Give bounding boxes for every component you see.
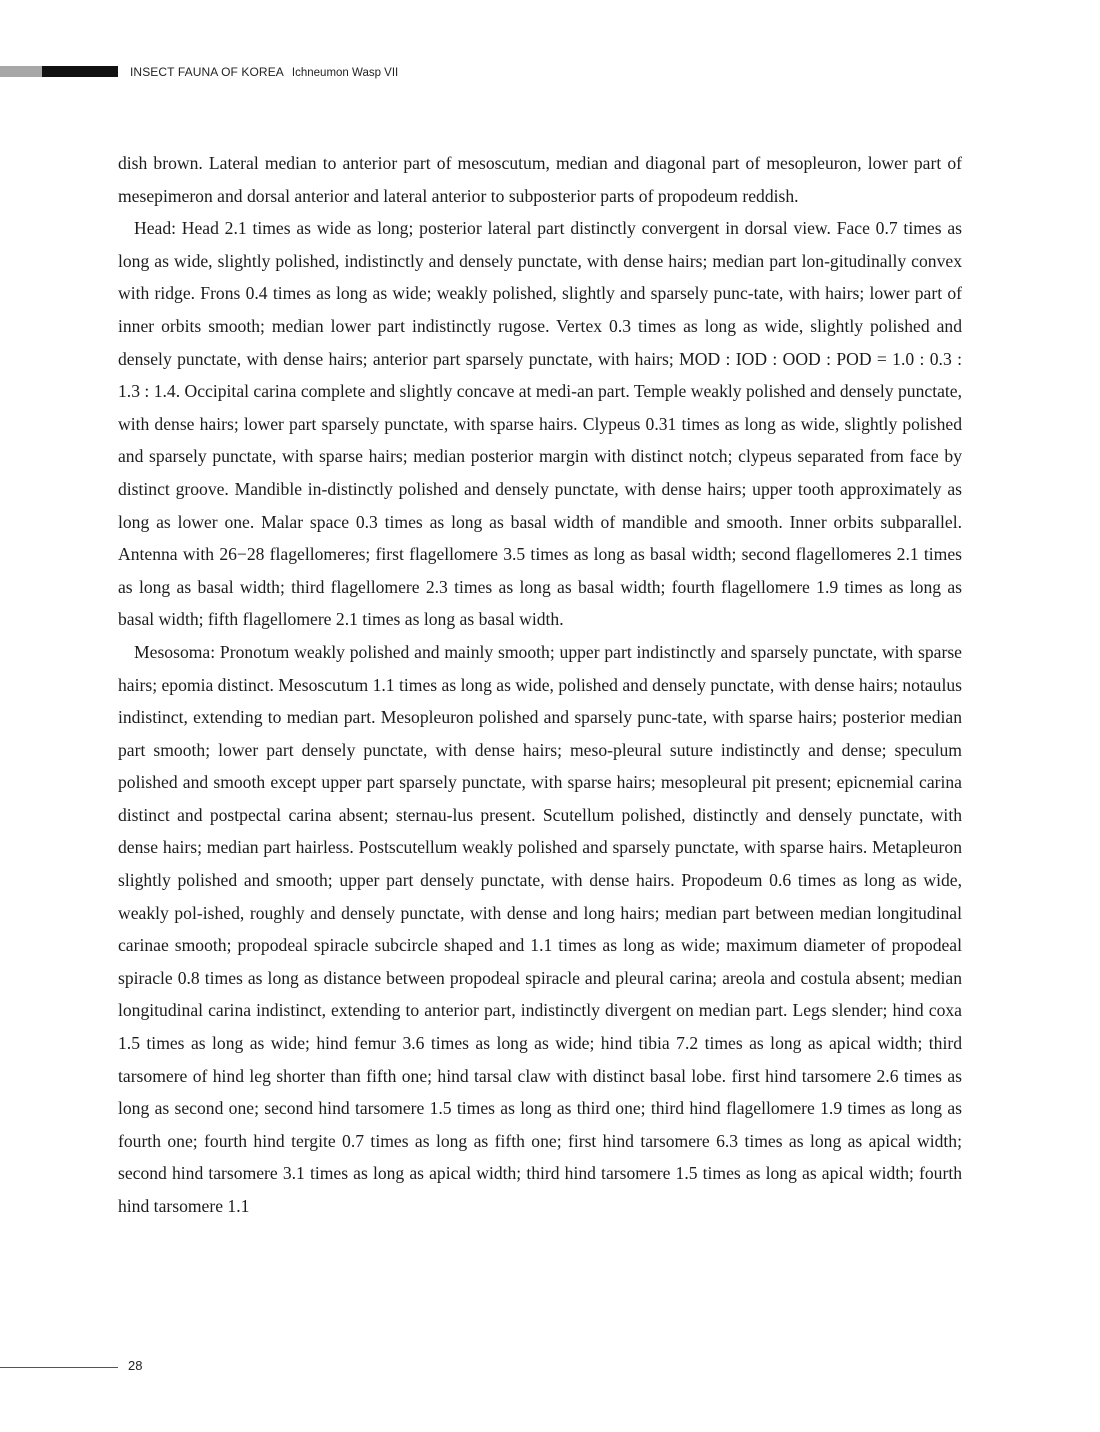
- body-text: [118, 147, 962, 1223]
- page-number: 28: [128, 1358, 143, 1373]
- header-black-bar: [42, 66, 118, 77]
- paragraph-head: Head: Head 2.1 times as wide as long; posterior lateral part distinctly convergent in dorsal view. Face 0.7 times as long as wide, slightly polished, indistinctly and densely punctate, with dense hairs; median part lon-gitudinally convex with ridge. Frons 0.4 times as long as wide; weakly polished, slightly and sparsely punc-tate, with hairs; lower part of inner orbits smooth; median lower part indistinctly rugose. Vertex 0.3 times as long as wide, slightly polished and densely punctate, with dense hairs; anterior part sparsely punctate, with hairs; MOD : IOD : OOD : POD = 1.0 : 0.3 : 1.3 : 1.4. Occipital carina complete and slightly concave at medi-an part. Temple weakly polished and densely punctate, with dense hairs; lower part sparsely punctate, with sparse hairs. Clypeus 0.31 times as long as wide, slightly polished and sparsely punctate, with sparse hairs; median posterior margin with distinct notch; clypeus separated from face by distinct groove. Mandible in-distinctly polished and densely punctate, with dense hairs; upper tooth approximately as long as lower one. Malar space 0.3 times as long as basal width of mandible and smooth. Inner orbits subparallel. Antenna with 26−28 flagellomeres; first flagellomere 3.5 times as long as basal width; second flagellomeres 2.1 times as long as basal width; third flagellomere 2.3 times as long as basal width; fourth flagellomere 1.9 times as long as basal width; fifth flagellomere 2.1 times as long as basal width.: [118, 218, 962, 630]
- volume-title: Ichneumon Wasp VII: [291, 67, 399, 79]
- header-gray-bar: [0, 66, 42, 77]
- paragraph-continuation: dish brown. Lateral median to anterior part of mesoscutum, median and diagonal part of mesopleuron, lower part of mesepimeron and dorsal anterior and lateral anterior to subposterior parts of propodeum reddish.: [118, 153, 962, 206]
- paragraph-mesosoma: Mesosoma: Pronotum weakly polished and mainly smooth; upper part indistinctly and sparsely punctate, with sparse hairs; epomia distinct. Mesoscutum 1.1 times as long as wide, polished and densely punctate, with dense hairs; notaulus indistinct, extending to median part. Mesopleuron polished and sparsely punc-tate, with sparse hairs; posterior median part smooth; lower part densely punctate, with dense hairs; meso-pleural suture indistinctly and dense; speculum polished and smooth except upper part sparsely punctate, with sparse hairs; mesopleural pit present; epicnemial carina distinct and postpectal carina absent; sternau-lus present. Scutellum polished, distinctly and densely punctate, with dense hairs; median part hairless. Postscutellum weakly polished and sparsely punctate, with sparse hairs. Metapleuron slightly polished and smooth; upper part densely punctate, with dense hairs. Propodeum 0.6 times as long as wide, weakly pol-ished, roughly and densely punctate, with dense and long hairs; median part between median longitudinal carinae smooth; propodeal spiracle subcircle shaped and 1.1 times as long as wide; maximum diameter of propodeal spiracle 0.8 times as long as distance between propodeal spiracle and pleural carina; areola and costula absent; median longitudinal carina indistinct, extending to anterior part, indistinctly divergent on median part. Legs slender; hind coxa 1.5 times as long as wide; hind femur 3.6 times as long as wide; hind tibia 7.2 times as long as apical width; third tarsomere of hind leg shorter than fifth one; hind tarsal claw with distinct basal lobe. first hind tarsomere 2.6 times as long as second one; second hind tarsomere 1.5 times as long as third one; third hind flagellomere 1.9 times as long as fourth one; fourth hind tergite 0.7 times as long as fifth one; first hind tarsomere 6.3 times as long as apical width; second hind tarsomere 3.1 times as long as apical width; third hind tarsomere 1.5 times as long as apical width; fourth hind tarsomere 1.1: [118, 641, 962, 1216]
- series-title: INSECT FAUNA OF KOREA: [130, 65, 284, 79]
- running-head: [130, 65, 398, 80]
- footer-rule: [0, 1367, 118, 1368]
